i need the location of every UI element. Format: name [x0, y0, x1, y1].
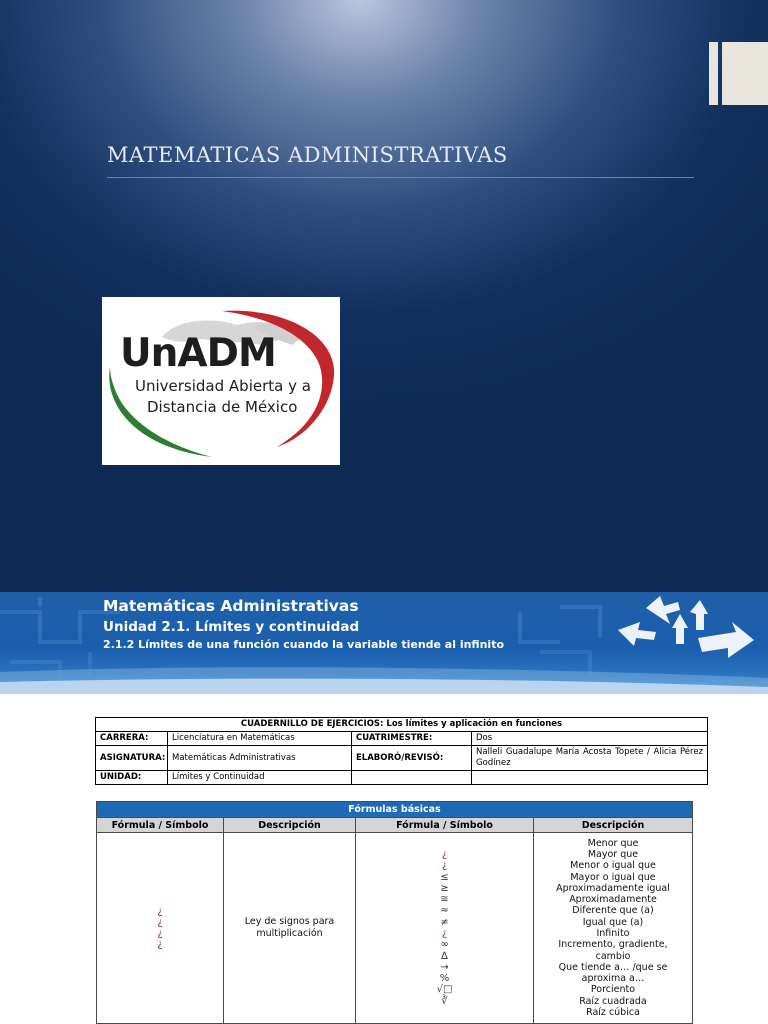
carrera-value: Licenciatura en Matemáticas	[168, 732, 352, 746]
column-header: Fórmula / Símbolo	[356, 818, 534, 833]
basic-formulas-table	[96, 801, 693, 1024]
cuatrimestre-label: CUATRIMESTRE:	[352, 732, 472, 746]
description-item: Aproximadamente	[569, 894, 657, 906]
unidad-label: UNIDAD:	[96, 771, 168, 785]
workbook-info-table	[95, 717, 708, 785]
elaboro-label: ELABORÓ/REVISÓ:	[352, 746, 472, 771]
description-item: Porciento	[590, 984, 636, 996]
column-header: Descripción	[534, 818, 693, 833]
sign-symbol: ¿	[157, 928, 163, 939]
cuatrimestre-value: Dos	[472, 732, 708, 746]
symbol-greater-equal: ≥	[440, 882, 449, 894]
corner-tab	[722, 42, 768, 105]
unadm-logo	[102, 297, 340, 465]
description-item: Raíz cuadrada	[579, 995, 647, 1007]
description-item: Infinito	[596, 928, 630, 939]
cover-title: MATEMATICAS ADMINISTRATIVAS	[107, 143, 508, 167]
banner-course-title: Matemáticas Administrativas	[103, 597, 359, 615]
symbol-greater-than: ¿	[441, 860, 448, 872]
sign-description-cell	[224, 833, 356, 1024]
description-item: Raíz cúbica	[586, 1007, 640, 1019]
description-item: Diferente que (a)	[572, 905, 654, 917]
symbol-square-root: √□	[436, 984, 453, 996]
formulas-title: Fórmulas básicas	[97, 802, 693, 818]
symbol-arrow: →	[440, 961, 449, 973]
banner-topic-title: 2.1.2 Límites de una función cuando la variable tiende al infinito	[103, 638, 505, 651]
symbol-equal: ¿	[441, 928, 448, 939]
description-item: Menor o igual que	[570, 860, 656, 872]
logo-wordmark: UnADM	[120, 331, 276, 376]
empty-cell	[472, 771, 708, 785]
symbol-not-equal: ≠	[440, 916, 449, 928]
sign-symbol: ¿	[157, 939, 163, 950]
banner-unit-title: Unidad 2.1. Límites y continuidad	[103, 619, 360, 635]
symbol-delta: ∆	[441, 950, 448, 962]
symbol-percent: %	[439, 973, 450, 985]
column-header: Descripción	[224, 818, 356, 833]
column-header: Fórmula / Símbolo	[97, 818, 224, 833]
description-item: Mayor que	[587, 848, 639, 860]
empty-cell	[352, 771, 472, 785]
description-item: Aproximadamente igual	[556, 882, 670, 894]
descriptions-cell	[534, 833, 693, 1024]
description-item: Incremento, gradiente, cambio	[558, 939, 668, 962]
description-item: Mayor o igual que	[570, 871, 656, 883]
sign-symbols-cell	[97, 833, 224, 1024]
symbols-cell	[356, 833, 534, 1024]
carrera-label: CARRERA:	[96, 732, 168, 746]
description-item: Igual que (a)	[582, 916, 644, 928]
sign-description: Ley de signos para multiplicación	[244, 916, 335, 939]
symbol-cube-root: ∛	[441, 995, 448, 1007]
symbol-infinity: ∞	[440, 939, 449, 951]
elaboro-value: Nalleli Guadalupe María Acosta Topete / Alicia Pérez Godínez	[472, 746, 708, 771]
symbol-approx: ≈	[440, 905, 449, 917]
symbol-less-than: ¿	[441, 848, 448, 860]
workbook-header: CUADERNILLO DE EJERCICIOS: Los límites y aplicación en funciones	[96, 718, 708, 732]
logo-subtitle-line2: Distancia de México	[147, 398, 298, 416]
sign-symbol: ¿	[157, 906, 163, 917]
description-item: Que tiende a… /que se aproxima a…	[558, 961, 668, 985]
asignatura-label: ASIGNATURA:	[96, 746, 168, 771]
description-item: Menor que	[587, 837, 639, 849]
arrows-icon	[608, 592, 758, 672]
logo-subtitle-line1: Universidad Abierta y a	[135, 377, 311, 395]
symbol-less-equal: ≤	[440, 871, 449, 883]
asignatura-value: Matemáticas Administrativas	[168, 746, 352, 771]
course-banner	[0, 592, 768, 694]
title-divider	[107, 177, 694, 178]
unidad-value: Límites y Continuidad	[168, 771, 352, 785]
symbol-approx-equal: ≅	[440, 894, 449, 906]
corner-tab-thin	[709, 42, 718, 105]
sign-symbol: ¿	[157, 917, 163, 928]
